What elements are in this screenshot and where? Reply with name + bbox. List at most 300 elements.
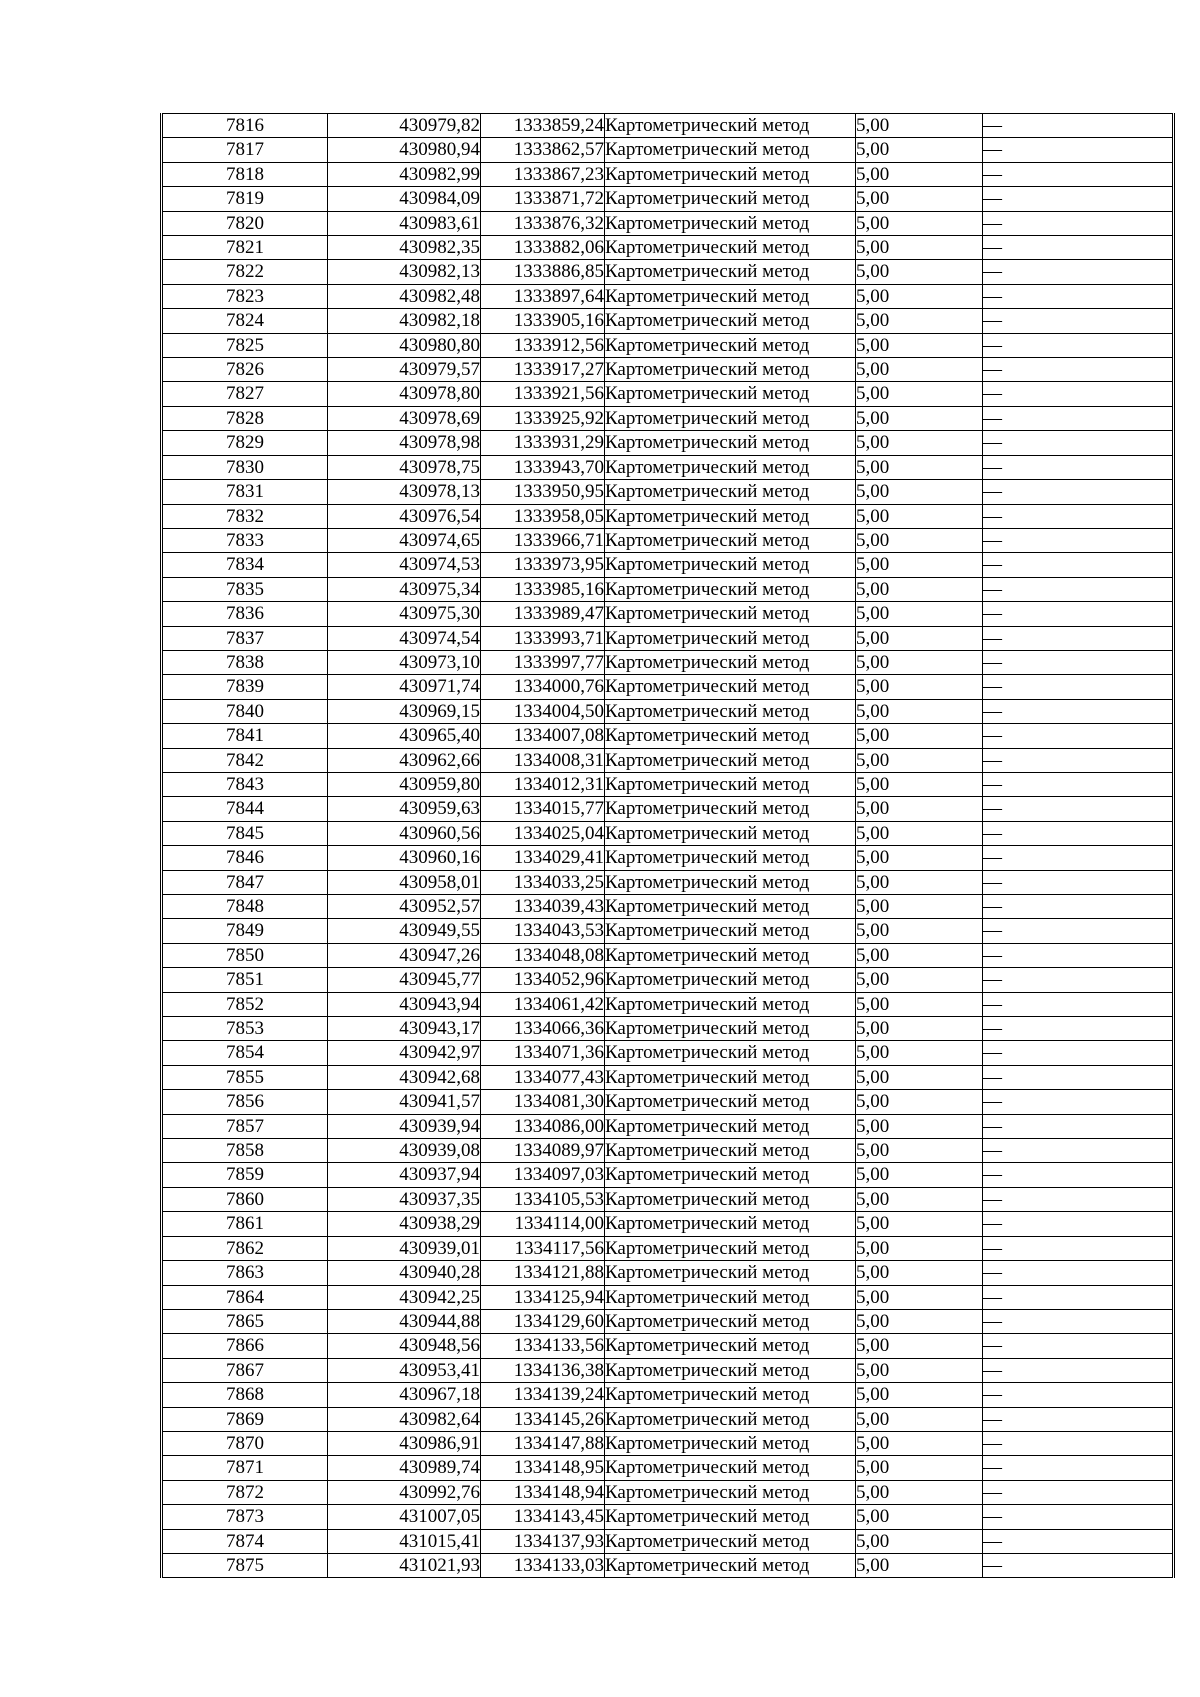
description-cell: — xyxy=(983,895,1174,919)
y-coordinate-cell: 1334117,56 xyxy=(481,1236,605,1260)
method-cell: Картометрический метод xyxy=(605,528,856,552)
point-number-cell: 7875 xyxy=(162,1553,328,1577)
x-coordinate-cell: 430960,56 xyxy=(328,821,481,845)
point-number-cell: 7874 xyxy=(162,1529,328,1553)
description-cell: — xyxy=(983,968,1174,992)
description-cell: — xyxy=(983,1383,1174,1407)
accuracy-cell: 5,00 xyxy=(856,1285,983,1309)
y-coordinate-cell: 1334061,42 xyxy=(481,992,605,1016)
accuracy-cell: 5,00 xyxy=(856,968,983,992)
x-coordinate-cell: 430976,54 xyxy=(328,504,481,528)
table-row xyxy=(162,114,1174,138)
description-cell: — xyxy=(983,577,1174,601)
accuracy-cell: 5,00 xyxy=(856,1236,983,1260)
table-row xyxy=(162,187,1174,211)
x-coordinate-cell: 430969,15 xyxy=(328,699,481,723)
description-cell: — xyxy=(983,772,1174,796)
point-number-cell: 7857 xyxy=(162,1114,328,1138)
description-cell: — xyxy=(983,406,1174,430)
x-coordinate-cell: 430978,80 xyxy=(328,382,481,406)
point-number-cell: 7818 xyxy=(162,162,328,186)
point-number-cell: 7860 xyxy=(162,1187,328,1211)
method-cell: Картометрический метод xyxy=(605,480,856,504)
y-coordinate-cell: 1334114,00 xyxy=(481,1212,605,1236)
point-number-cell: 7819 xyxy=(162,187,328,211)
table-row xyxy=(162,1529,1174,1553)
description-cell: — xyxy=(983,1456,1174,1480)
point-number-cell: 7820 xyxy=(162,211,328,235)
accuracy-cell: 5,00 xyxy=(856,406,983,430)
x-coordinate-cell: 430942,68 xyxy=(328,1065,481,1089)
accuracy-cell: 5,00 xyxy=(856,943,983,967)
y-coordinate-cell: 1334137,93 xyxy=(481,1529,605,1553)
point-number-cell: 7824 xyxy=(162,309,328,333)
method-cell: Картометрический метод xyxy=(605,162,856,186)
x-coordinate-cell: 430949,55 xyxy=(328,919,481,943)
x-coordinate-cell: 430978,75 xyxy=(328,455,481,479)
accuracy-cell: 5,00 xyxy=(856,1212,983,1236)
description-cell: — xyxy=(983,1090,1174,1114)
x-coordinate-cell: 430965,40 xyxy=(328,724,481,748)
y-coordinate-cell: 1334125,94 xyxy=(481,1285,605,1309)
accuracy-cell: 5,00 xyxy=(856,1505,983,1529)
table-row xyxy=(162,1017,1174,1041)
table-row xyxy=(162,1236,1174,1260)
point-number-cell: 7836 xyxy=(162,602,328,626)
accuracy-cell: 5,00 xyxy=(856,309,983,333)
y-coordinate-cell: 1333917,27 xyxy=(481,358,605,382)
y-coordinate-cell: 1333867,23 xyxy=(481,162,605,186)
table-row xyxy=(162,870,1174,894)
method-cell: Картометрический метод xyxy=(605,992,856,1016)
accuracy-cell: 5,00 xyxy=(856,236,983,260)
x-coordinate-cell: 430962,66 xyxy=(328,748,481,772)
table-row xyxy=(162,943,1174,967)
point-number-cell: 7827 xyxy=(162,382,328,406)
method-cell: Картометрический метод xyxy=(605,895,856,919)
table-row xyxy=(162,772,1174,796)
y-coordinate-cell: 1334121,88 xyxy=(481,1261,605,1285)
y-coordinate-cell: 1333912,56 xyxy=(481,333,605,357)
y-coordinate-cell: 1334147,88 xyxy=(481,1431,605,1455)
point-number-cell: 7837 xyxy=(162,626,328,650)
description-cell: — xyxy=(983,870,1174,894)
point-number-cell: 7830 xyxy=(162,455,328,479)
method-cell: Картометрический метод xyxy=(605,846,856,870)
x-coordinate-cell: 430952,57 xyxy=(328,895,481,919)
description-cell: — xyxy=(983,236,1174,260)
point-number-cell: 7866 xyxy=(162,1334,328,1358)
description-cell: — xyxy=(983,284,1174,308)
point-number-cell: 7838 xyxy=(162,650,328,674)
y-coordinate-cell: 1334133,03 xyxy=(481,1553,605,1577)
x-coordinate-cell: 430982,18 xyxy=(328,309,481,333)
accuracy-cell: 5,00 xyxy=(856,1017,983,1041)
point-number-cell: 7816 xyxy=(162,114,328,138)
x-coordinate-cell: 431021,93 xyxy=(328,1553,481,1577)
method-cell: Картометрический метод xyxy=(605,236,856,260)
method-cell: Картометрический метод xyxy=(605,724,856,748)
method-cell: Картометрический метод xyxy=(605,602,856,626)
description-cell: — xyxy=(983,797,1174,821)
description-cell: — xyxy=(983,162,1174,186)
accuracy-cell: 5,00 xyxy=(856,699,983,723)
description-cell: — xyxy=(983,992,1174,1016)
point-number-cell: 7850 xyxy=(162,943,328,967)
method-cell: Картометрический метод xyxy=(605,1236,856,1260)
accuracy-cell: 5,00 xyxy=(856,528,983,552)
y-coordinate-cell: 1334145,26 xyxy=(481,1407,605,1431)
point-number-cell: 7854 xyxy=(162,1041,328,1065)
description-cell: — xyxy=(983,333,1174,357)
accuracy-cell: 5,00 xyxy=(856,724,983,748)
table-row xyxy=(162,455,1174,479)
description-cell: — xyxy=(983,1431,1174,1455)
accuracy-cell: 5,00 xyxy=(856,1261,983,1285)
accuracy-cell: 5,00 xyxy=(856,504,983,528)
table-row xyxy=(162,699,1174,723)
table-row xyxy=(162,675,1174,699)
y-coordinate-cell: 1334071,36 xyxy=(481,1041,605,1065)
x-coordinate-cell: 430989,74 xyxy=(328,1456,481,1480)
method-cell: Картометрический метод xyxy=(605,553,856,577)
x-coordinate-cell: 430982,35 xyxy=(328,236,481,260)
point-number-cell: 7842 xyxy=(162,748,328,772)
point-number-cell: 7833 xyxy=(162,528,328,552)
description-cell: — xyxy=(983,675,1174,699)
accuracy-cell: 5,00 xyxy=(856,358,983,382)
point-number-cell: 7871 xyxy=(162,1456,328,1480)
table-row xyxy=(162,1163,1174,1187)
accuracy-cell: 5,00 xyxy=(856,895,983,919)
y-coordinate-cell: 1334148,94 xyxy=(481,1480,605,1504)
x-coordinate-cell: 430980,80 xyxy=(328,333,481,357)
table-row xyxy=(162,1187,1174,1211)
x-coordinate-cell: 430939,94 xyxy=(328,1114,481,1138)
point-number-cell: 7863 xyxy=(162,1261,328,1285)
x-coordinate-cell: 430939,01 xyxy=(328,1236,481,1260)
method-cell: Картометрический метод xyxy=(605,1261,856,1285)
description-cell: — xyxy=(983,1285,1174,1309)
x-coordinate-cell: 430958,01 xyxy=(328,870,481,894)
accuracy-cell: 5,00 xyxy=(856,211,983,235)
table-row xyxy=(162,1505,1174,1529)
x-coordinate-cell: 430943,17 xyxy=(328,1017,481,1041)
method-cell: Картометрический метод xyxy=(605,406,856,430)
x-coordinate-cell: 430983,61 xyxy=(328,211,481,235)
point-number-cell: 7843 xyxy=(162,772,328,796)
y-coordinate-cell: 1334133,56 xyxy=(481,1334,605,1358)
x-coordinate-cell: 430942,97 xyxy=(328,1041,481,1065)
x-coordinate-cell: 430982,64 xyxy=(328,1407,481,1431)
point-number-cell: 7848 xyxy=(162,895,328,919)
accuracy-cell: 5,00 xyxy=(856,870,983,894)
x-coordinate-cell: 430974,65 xyxy=(328,528,481,552)
y-coordinate-cell: 1333966,71 xyxy=(481,528,605,552)
x-coordinate-cell: 430948,56 xyxy=(328,1334,481,1358)
x-coordinate-cell: 430953,41 xyxy=(328,1358,481,1382)
description-cell: — xyxy=(983,943,1174,967)
method-cell: Картометрический метод xyxy=(605,821,856,845)
y-coordinate-cell: 1333876,32 xyxy=(481,211,605,235)
accuracy-cell: 5,00 xyxy=(856,1163,983,1187)
description-cell: — xyxy=(983,748,1174,772)
description-cell: — xyxy=(983,699,1174,723)
method-cell: Картометрический метод xyxy=(605,650,856,674)
method-cell: Картометрический метод xyxy=(605,1163,856,1187)
description-cell: — xyxy=(983,358,1174,382)
method-cell: Картометрический метод xyxy=(605,187,856,211)
method-cell: Картометрический метод xyxy=(605,1114,856,1138)
table-row xyxy=(162,260,1174,284)
point-number-cell: 7867 xyxy=(162,1358,328,1382)
accuracy-cell: 5,00 xyxy=(856,602,983,626)
description-cell: — xyxy=(983,846,1174,870)
accuracy-cell: 5,00 xyxy=(856,162,983,186)
y-coordinate-cell: 1333997,77 xyxy=(481,650,605,674)
point-number-cell: 7846 xyxy=(162,846,328,870)
table-row xyxy=(162,1285,1174,1309)
y-coordinate-cell: 1334097,03 xyxy=(481,1163,605,1187)
y-coordinate-cell: 1333862,57 xyxy=(481,138,605,162)
accuracy-cell: 5,00 xyxy=(856,626,983,650)
x-coordinate-cell: 430984,09 xyxy=(328,187,481,211)
point-number-cell: 7844 xyxy=(162,797,328,821)
x-coordinate-cell: 431007,05 xyxy=(328,1505,481,1529)
accuracy-cell: 5,00 xyxy=(856,1553,983,1577)
method-cell: Картометрический метод xyxy=(605,1041,856,1065)
accuracy-cell: 5,00 xyxy=(856,187,983,211)
method-cell: Картометрический метод xyxy=(605,382,856,406)
description-cell: — xyxy=(983,919,1174,943)
description-cell: — xyxy=(983,602,1174,626)
method-cell: Картометрический метод xyxy=(605,1505,856,1529)
x-coordinate-cell: 430980,94 xyxy=(328,138,481,162)
point-number-cell: 7832 xyxy=(162,504,328,528)
y-coordinate-cell: 1333925,92 xyxy=(481,406,605,430)
description-cell: — xyxy=(983,1334,1174,1358)
method-cell: Картометрический метод xyxy=(605,1334,856,1358)
y-coordinate-cell: 1333943,70 xyxy=(481,455,605,479)
description-cell: — xyxy=(983,260,1174,284)
method-cell: Картометрический метод xyxy=(605,138,856,162)
y-coordinate-cell: 1334089,97 xyxy=(481,1139,605,1163)
description-cell: — xyxy=(983,553,1174,577)
accuracy-cell: 5,00 xyxy=(856,1529,983,1553)
method-cell: Картометрический метод xyxy=(605,699,856,723)
method-cell: Картометрический метод xyxy=(605,504,856,528)
y-coordinate-cell: 1333993,71 xyxy=(481,626,605,650)
method-cell: Картометрический метод xyxy=(605,1358,856,1382)
description-cell: — xyxy=(983,1114,1174,1138)
description-cell: — xyxy=(983,1187,1174,1211)
point-number-cell: 7869 xyxy=(162,1407,328,1431)
x-coordinate-cell: 430982,13 xyxy=(328,260,481,284)
y-coordinate-cell: 1334148,95 xyxy=(481,1456,605,1480)
y-coordinate-cell: 1334139,24 xyxy=(481,1383,605,1407)
y-coordinate-cell: 1334012,31 xyxy=(481,772,605,796)
accuracy-cell: 5,00 xyxy=(856,650,983,674)
point-number-cell: 7853 xyxy=(162,1017,328,1041)
method-cell: Картометрический метод xyxy=(605,870,856,894)
description-cell: — xyxy=(983,1017,1174,1041)
method-cell: Картометрический метод xyxy=(605,919,856,943)
accuracy-cell: 5,00 xyxy=(856,480,983,504)
table-row xyxy=(162,1456,1174,1480)
method-cell: Картометрический метод xyxy=(605,1407,856,1431)
point-number-cell: 7873 xyxy=(162,1505,328,1529)
accuracy-cell: 5,00 xyxy=(856,1480,983,1504)
accuracy-cell: 5,00 xyxy=(856,553,983,577)
table-row xyxy=(162,968,1174,992)
x-coordinate-cell: 430939,08 xyxy=(328,1139,481,1163)
method-cell: Картометрический метод xyxy=(605,1309,856,1333)
x-coordinate-cell: 430960,16 xyxy=(328,846,481,870)
description-cell: — xyxy=(983,114,1174,138)
point-number-cell: 7864 xyxy=(162,1285,328,1309)
y-coordinate-cell: 1334081,30 xyxy=(481,1090,605,1114)
x-coordinate-cell: 430945,77 xyxy=(328,968,481,992)
description-cell: — xyxy=(983,1529,1174,1553)
table-row xyxy=(162,895,1174,919)
point-number-cell: 7852 xyxy=(162,992,328,1016)
description-cell: — xyxy=(983,187,1174,211)
method-cell: Картометрический метод xyxy=(605,626,856,650)
method-cell: Картометрический метод xyxy=(605,260,856,284)
y-coordinate-cell: 1333985,16 xyxy=(481,577,605,601)
y-coordinate-cell: 1334000,76 xyxy=(481,675,605,699)
description-cell: — xyxy=(983,528,1174,552)
method-cell: Картометрический метод xyxy=(605,1065,856,1089)
table-row xyxy=(162,1431,1174,1455)
table-row xyxy=(162,821,1174,845)
accuracy-cell: 5,00 xyxy=(856,1041,983,1065)
description-cell: — xyxy=(983,138,1174,162)
x-coordinate-cell: 430937,35 xyxy=(328,1187,481,1211)
description-cell: — xyxy=(983,1358,1174,1382)
y-coordinate-cell: 1334143,45 xyxy=(481,1505,605,1529)
table-row xyxy=(162,480,1174,504)
method-cell: Картометрический метод xyxy=(605,1139,856,1163)
y-coordinate-cell: 1334086,00 xyxy=(481,1114,605,1138)
accuracy-cell: 5,00 xyxy=(856,455,983,479)
y-coordinate-cell: 1334077,43 xyxy=(481,1065,605,1089)
x-coordinate-cell: 430947,26 xyxy=(328,943,481,967)
point-number-cell: 7865 xyxy=(162,1309,328,1333)
point-number-cell: 7861 xyxy=(162,1212,328,1236)
table-row xyxy=(162,1480,1174,1504)
method-cell: Картометрический метод xyxy=(605,797,856,821)
x-coordinate-cell: 430943,94 xyxy=(328,992,481,1016)
description-cell: — xyxy=(983,1236,1174,1260)
y-coordinate-cell: 1333973,95 xyxy=(481,553,605,577)
method-cell: Картометрический метод xyxy=(605,1383,856,1407)
accuracy-cell: 5,00 xyxy=(856,1456,983,1480)
table-row xyxy=(162,382,1174,406)
description-cell: — xyxy=(983,821,1174,845)
y-coordinate-cell: 1334043,53 xyxy=(481,919,605,943)
table-row xyxy=(162,748,1174,772)
point-number-cell: 7858 xyxy=(162,1139,328,1163)
table-row xyxy=(162,1212,1174,1236)
point-number-cell: 7840 xyxy=(162,699,328,723)
x-coordinate-cell: 430974,54 xyxy=(328,626,481,650)
method-cell: Картометрический метод xyxy=(605,1529,856,1553)
table-row xyxy=(162,1139,1174,1163)
point-number-cell: 7841 xyxy=(162,724,328,748)
x-coordinate-cell: 430941,57 xyxy=(328,1090,481,1114)
accuracy-cell: 5,00 xyxy=(856,1065,983,1089)
point-number-cell: 7831 xyxy=(162,480,328,504)
table-row xyxy=(162,846,1174,870)
x-coordinate-cell: 430978,13 xyxy=(328,480,481,504)
y-coordinate-cell: 1334025,04 xyxy=(481,821,605,845)
point-number-cell: 7845 xyxy=(162,821,328,845)
table-row xyxy=(162,919,1174,943)
x-coordinate-cell: 430979,82 xyxy=(328,114,481,138)
description-cell: — xyxy=(983,1261,1174,1285)
accuracy-cell: 5,00 xyxy=(856,431,983,455)
method-cell: Картометрический метод xyxy=(605,1212,856,1236)
accuracy-cell: 5,00 xyxy=(856,919,983,943)
y-coordinate-cell: 1334129,60 xyxy=(481,1309,605,1333)
table-row xyxy=(162,1309,1174,1333)
description-cell: — xyxy=(983,1480,1174,1504)
y-coordinate-cell: 1333989,47 xyxy=(481,602,605,626)
table-row xyxy=(162,162,1174,186)
table-row xyxy=(162,577,1174,601)
description-cell: — xyxy=(983,431,1174,455)
description-cell: — xyxy=(983,724,1174,748)
table-row xyxy=(162,1553,1174,1577)
table-row xyxy=(162,724,1174,748)
accuracy-cell: 5,00 xyxy=(856,1114,983,1138)
table-row xyxy=(162,309,1174,333)
point-number-cell: 7821 xyxy=(162,236,328,260)
description-cell: — xyxy=(983,1041,1174,1065)
description-cell: — xyxy=(983,1065,1174,1089)
point-number-cell: 7851 xyxy=(162,968,328,992)
accuracy-cell: 5,00 xyxy=(856,992,983,1016)
accuracy-cell: 5,00 xyxy=(856,797,983,821)
method-cell: Картометрический метод xyxy=(605,1480,856,1504)
y-coordinate-cell: 1334029,41 xyxy=(481,846,605,870)
accuracy-cell: 5,00 xyxy=(856,748,983,772)
x-coordinate-cell: 430973,10 xyxy=(328,650,481,674)
point-number-cell: 7825 xyxy=(162,333,328,357)
method-cell: Картометрический метод xyxy=(605,577,856,601)
accuracy-cell: 5,00 xyxy=(856,284,983,308)
y-coordinate-cell: 1333905,16 xyxy=(481,309,605,333)
point-number-cell: 7829 xyxy=(162,431,328,455)
y-coordinate-cell: 1333871,72 xyxy=(481,187,605,211)
method-cell: Картометрический метод xyxy=(605,1285,856,1309)
table-row xyxy=(162,553,1174,577)
x-coordinate-cell: 430938,29 xyxy=(328,1212,481,1236)
table-row xyxy=(162,650,1174,674)
description-cell: — xyxy=(983,626,1174,650)
y-coordinate-cell: 1333950,95 xyxy=(481,480,605,504)
description-cell: — xyxy=(983,650,1174,674)
point-number-cell: 7849 xyxy=(162,919,328,943)
table-row xyxy=(162,1358,1174,1382)
point-number-cell: 7817 xyxy=(162,138,328,162)
point-number-cell: 7855 xyxy=(162,1065,328,1089)
description-cell: — xyxy=(983,1139,1174,1163)
x-coordinate-cell: 430967,18 xyxy=(328,1383,481,1407)
table-row xyxy=(162,211,1174,235)
accuracy-cell: 5,00 xyxy=(856,382,983,406)
